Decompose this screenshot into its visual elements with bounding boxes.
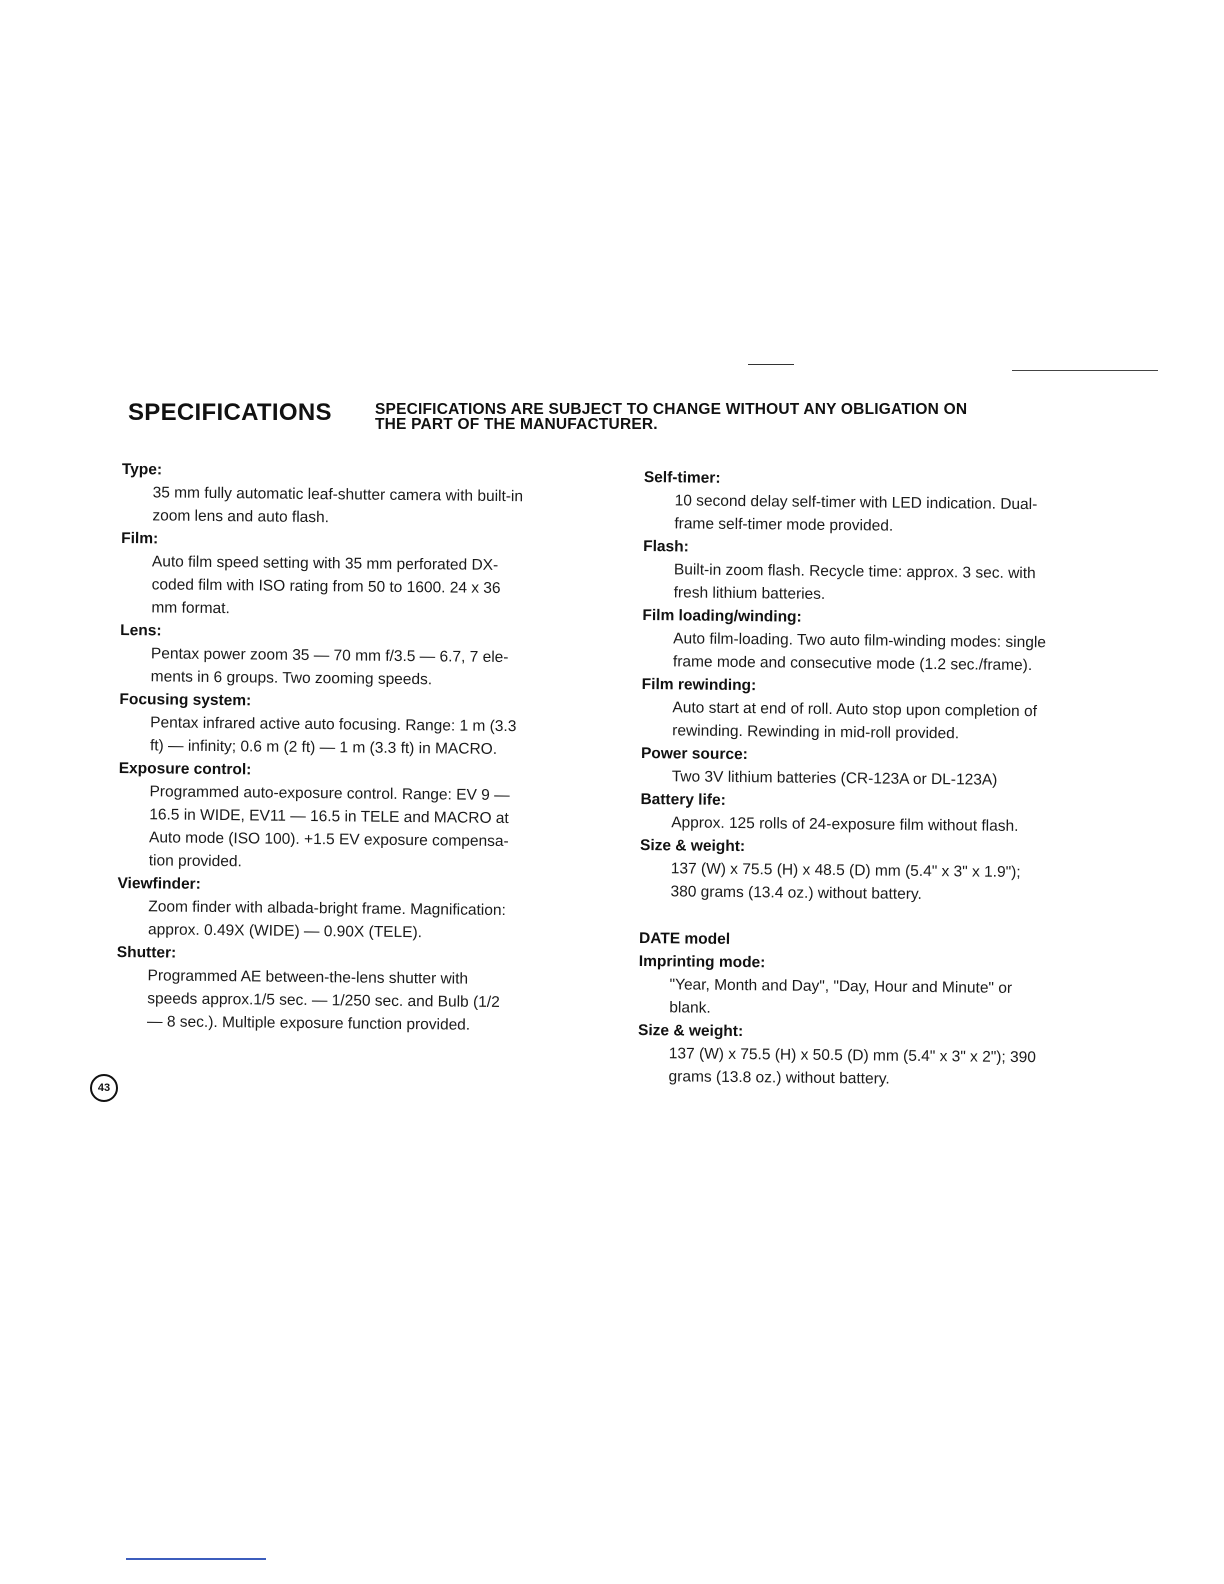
- top-rule-long: [1012, 370, 1158, 371]
- spec-title: Size & weight:: [637, 1021, 744, 1041]
- spec-line: Auto mode (ISO 100). +1.5 EV exposure compensa-: [148, 829, 509, 851]
- left-spec-column: [116, 458, 602, 1038]
- spec-title: Power source:: [640, 744, 748, 764]
- spec-title: Flash:: [643, 537, 689, 556]
- page-title: SPECIFICATIONS: [128, 399, 332, 426]
- spec-line: "Year, Month and Day", "Day, Hour and Minute" or: [669, 976, 1013, 997]
- spec-line: 137 (W) x 75.5 (H) x 48.5 (D) mm (5.4" x 3" x 1.9");: [670, 860, 1021, 881]
- spec-line: rewinding. Rewinding in mid-roll provided.: [672, 722, 960, 743]
- spec-title: Imprinting mode:: [638, 952, 766, 972]
- spec-line: approx. 0.49X (WIDE) — 0.90X (TELE).: [147, 921, 423, 942]
- spec-title: Shutter:: [116, 943, 177, 962]
- spec-line: Approx. 125 rolls of 24-exposure film without flash.: [671, 814, 1019, 835]
- spec-line: Auto start at end of roll. Auto stop upon completion of: [672, 699, 1038, 721]
- spec-title: Battery life:: [640, 790, 726, 809]
- spec-title: Film:: [121, 529, 159, 548]
- spec-title: Exposure control:: [118, 759, 252, 779]
- spec-line: fresh lithium batteries.: [673, 584, 826, 603]
- spec-line: 137 (W) x 75.5 (H) x 50.5 (D) mm (5.4" x 3" x 2"); 390: [668, 1045, 1037, 1067]
- bottom-rule: [126, 1558, 266, 1560]
- spec-line: Two 3V lithium batteries (CR-123A or DL-123A): [671, 768, 998, 789]
- date-model-heading: DATE model: [638, 929, 731, 948]
- top-rule-short: [748, 364, 794, 365]
- spec-line: Built-in zoom flash. Recycle time: approx. 3 sec. with: [673, 561, 1036, 583]
- date-model-spec-list: [637, 950, 1118, 1093]
- spec-line: blank.: [669, 999, 711, 1017]
- spec-line: frame mode and consecutive mode (1.2 sec./frame).: [672, 653, 1033, 675]
- spec-line: mm format.: [151, 599, 230, 618]
- spec-title: Viewfinder:: [117, 874, 201, 893]
- spec-line: Pentax power zoom 35 — 70 mm f/3.5 — 6.7, 7 ele-: [150, 645, 509, 667]
- right-spec-list: [639, 466, 1124, 908]
- change-notice: [375, 402, 967, 432]
- spec-line: tion provided.: [148, 852, 242, 871]
- spec-line: Programmed auto-exposure control. Range: EV 9 —: [149, 783, 510, 805]
- spec-title: Size & weight:: [639, 836, 746, 856]
- spec-line: ments in 6 groups. Two zooming speeds.: [150, 668, 433, 689]
- right-spec-column: [637, 466, 1123, 1093]
- spec-title: Lens:: [120, 621, 162, 640]
- spec-line: Programmed AE between-the-lens shutter with: [147, 967, 469, 988]
- spec-title: Film loading/winding:: [642, 606, 802, 626]
- spec-title: Film rewinding:: [641, 675, 757, 695]
- spec-line: 35 mm fully automatic leaf-shutter camera with built-in: [152, 484, 524, 506]
- spec-title: Type:: [121, 460, 163, 479]
- spec-line: Pentax infrared active auto focusing. Range: 1 m (3.3: [150, 714, 517, 736]
- spec-line: 380 grams (13.4 oz.) without battery.: [670, 883, 922, 903]
- spec-line: ft) — infinity; 0.6 m (2 ft) — 1 m (3.3 ft) in MACRO.: [149, 737, 498, 758]
- spec-title: Focusing system:: [119, 690, 252, 710]
- change-notice-line-2: THE PART OF THE MANUFACTURER.: [375, 416, 658, 433]
- spec-line: frame self-timer mode provided.: [674, 515, 894, 535]
- spec-line: Auto film speed setting with 35 mm perforated DX-: [151, 553, 499, 574]
- spec-title: Self-timer:: [643, 468, 721, 487]
- spec-line: Zoom finder with albada-bright frame. Magnification:: [148, 898, 506, 920]
- spec-line: Auto film-loading. Two auto film-winding modes: single: [673, 630, 1047, 652]
- spec-line: — 8 sec.). Multiple exposure function provided.: [147, 1013, 471, 1034]
- spec-line: 16.5 in WIDE, EV11 — 16.5 in TELE and MACRO at: [149, 806, 509, 828]
- page-number: 43: [90, 1074, 118, 1102]
- change-notice-line-1: SPECIFICATIONS ARE SUBJECT TO CHANGE WITHOUT ANY OBLIGATION ON: [375, 401, 968, 418]
- spec-line: grams (13.8 oz.) without battery.: [668, 1068, 890, 1088]
- spec-line: coded film with ISO rating from 50 to 1600. 24 x 36: [151, 576, 501, 597]
- spec-line: 10 second delay self-timer with LED indication. Dual-: [674, 492, 1038, 514]
- spec-line: zoom lens and auto flash.: [152, 507, 330, 527]
- spec-line: speeds approx.1/5 sec. — 1/250 sec. and Bulb (1/2: [147, 990, 500, 1011]
